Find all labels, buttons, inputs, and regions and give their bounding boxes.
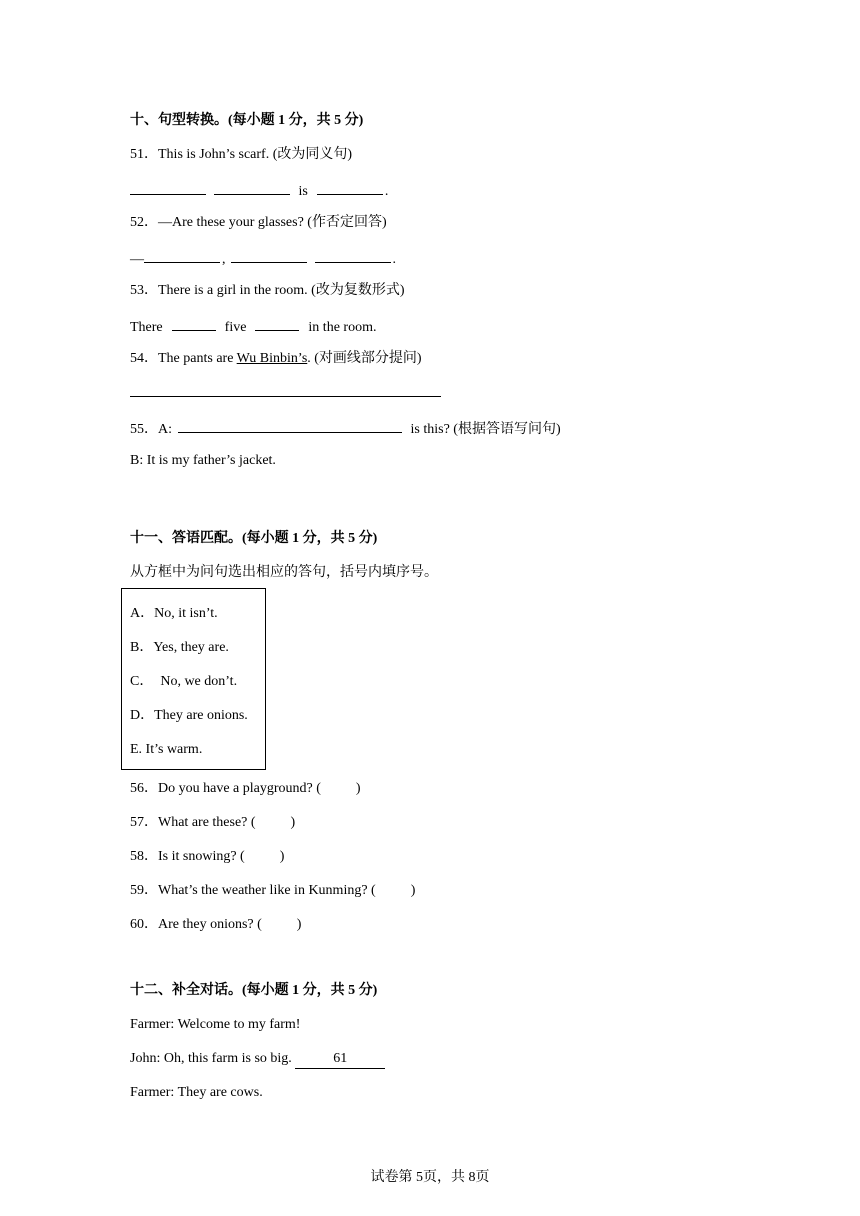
section-11-title: 十一、答语匹配。(每小题 1 分，共 5 分) (130, 531, 378, 546)
question-51: 51．This is John’s scarf. (改为同义句) (130, 147, 353, 162)
question-54: 54．The pants are Wu Binbin’s. (对画线部分提问) (130, 351, 422, 366)
answer-blank[interactable] (317, 180, 383, 195)
blank-61[interactable]: 61 (295, 1050, 385, 1069)
answer-blank[interactable] (231, 248, 307, 263)
question-53: 53．There is a girl in the room. (改为复数形式) (130, 283, 405, 298)
option-d: D．They are onions. (130, 708, 248, 723)
option-a: A．No, it isn’t. (130, 606, 218, 621)
question-58: 58．Is it snowing? ( ) (130, 849, 285, 864)
dialogue-line-2: John: Oh, this farm is so big. 61 (130, 1050, 385, 1069)
option-c: C． No, we don’t. (130, 674, 238, 689)
answer-blank[interactable] (178, 418, 402, 433)
answer-blank[interactable] (255, 316, 299, 331)
option-e: E. It’s warm. (130, 742, 203, 757)
question-52: 52．—Are these your glasses? (作否定回答) (130, 215, 387, 230)
answer-blank[interactable] (172, 316, 216, 331)
underlined-phrase: Wu Binbin’s (236, 351, 308, 366)
answer-line-54[interactable] (130, 396, 441, 397)
answer-51: is . (130, 180, 388, 201)
answer-blank[interactable] (315, 248, 391, 263)
question-57: 57．What are these? ( ) (130, 815, 296, 830)
answer-52: — , . (130, 248, 396, 269)
section-10-title: 十、句型转换。(每小题 1 分，共 5 分) (130, 113, 364, 128)
answer-blank[interactable] (130, 180, 206, 195)
dialogue-line-3: Farmer: They are cows. (130, 1085, 263, 1100)
option-b: B．Yes, they are. (130, 640, 229, 655)
answer-blank[interactable] (214, 180, 290, 195)
question-60: 60．Are they onions? ( ) (130, 917, 302, 932)
question-56: 56．Do you have a playground? ( ) (130, 781, 361, 796)
section-11-instruction: 从方框中为问句选出相应的答句，括号内填序号。 (130, 565, 438, 580)
answer-blank[interactable] (144, 248, 220, 263)
page-footer: 试卷第 5页，共 8页 (370, 1170, 490, 1185)
dialogue-line-1: Farmer: Welcome to my farm! (130, 1017, 301, 1032)
answer-53: There five in the room. (130, 316, 376, 337)
section-12-title: 十二、补全对话。(每小题 1 分，共 5 分) (130, 983, 378, 998)
question-59: 59．What’s the weather like in Kunming? ( ) (130, 883, 416, 898)
options-box (121, 588, 266, 770)
question-55: 55．A: is this? (根据答语写问句) (130, 418, 561, 439)
answer-55: B: It is my father’s jacket. (130, 453, 276, 468)
